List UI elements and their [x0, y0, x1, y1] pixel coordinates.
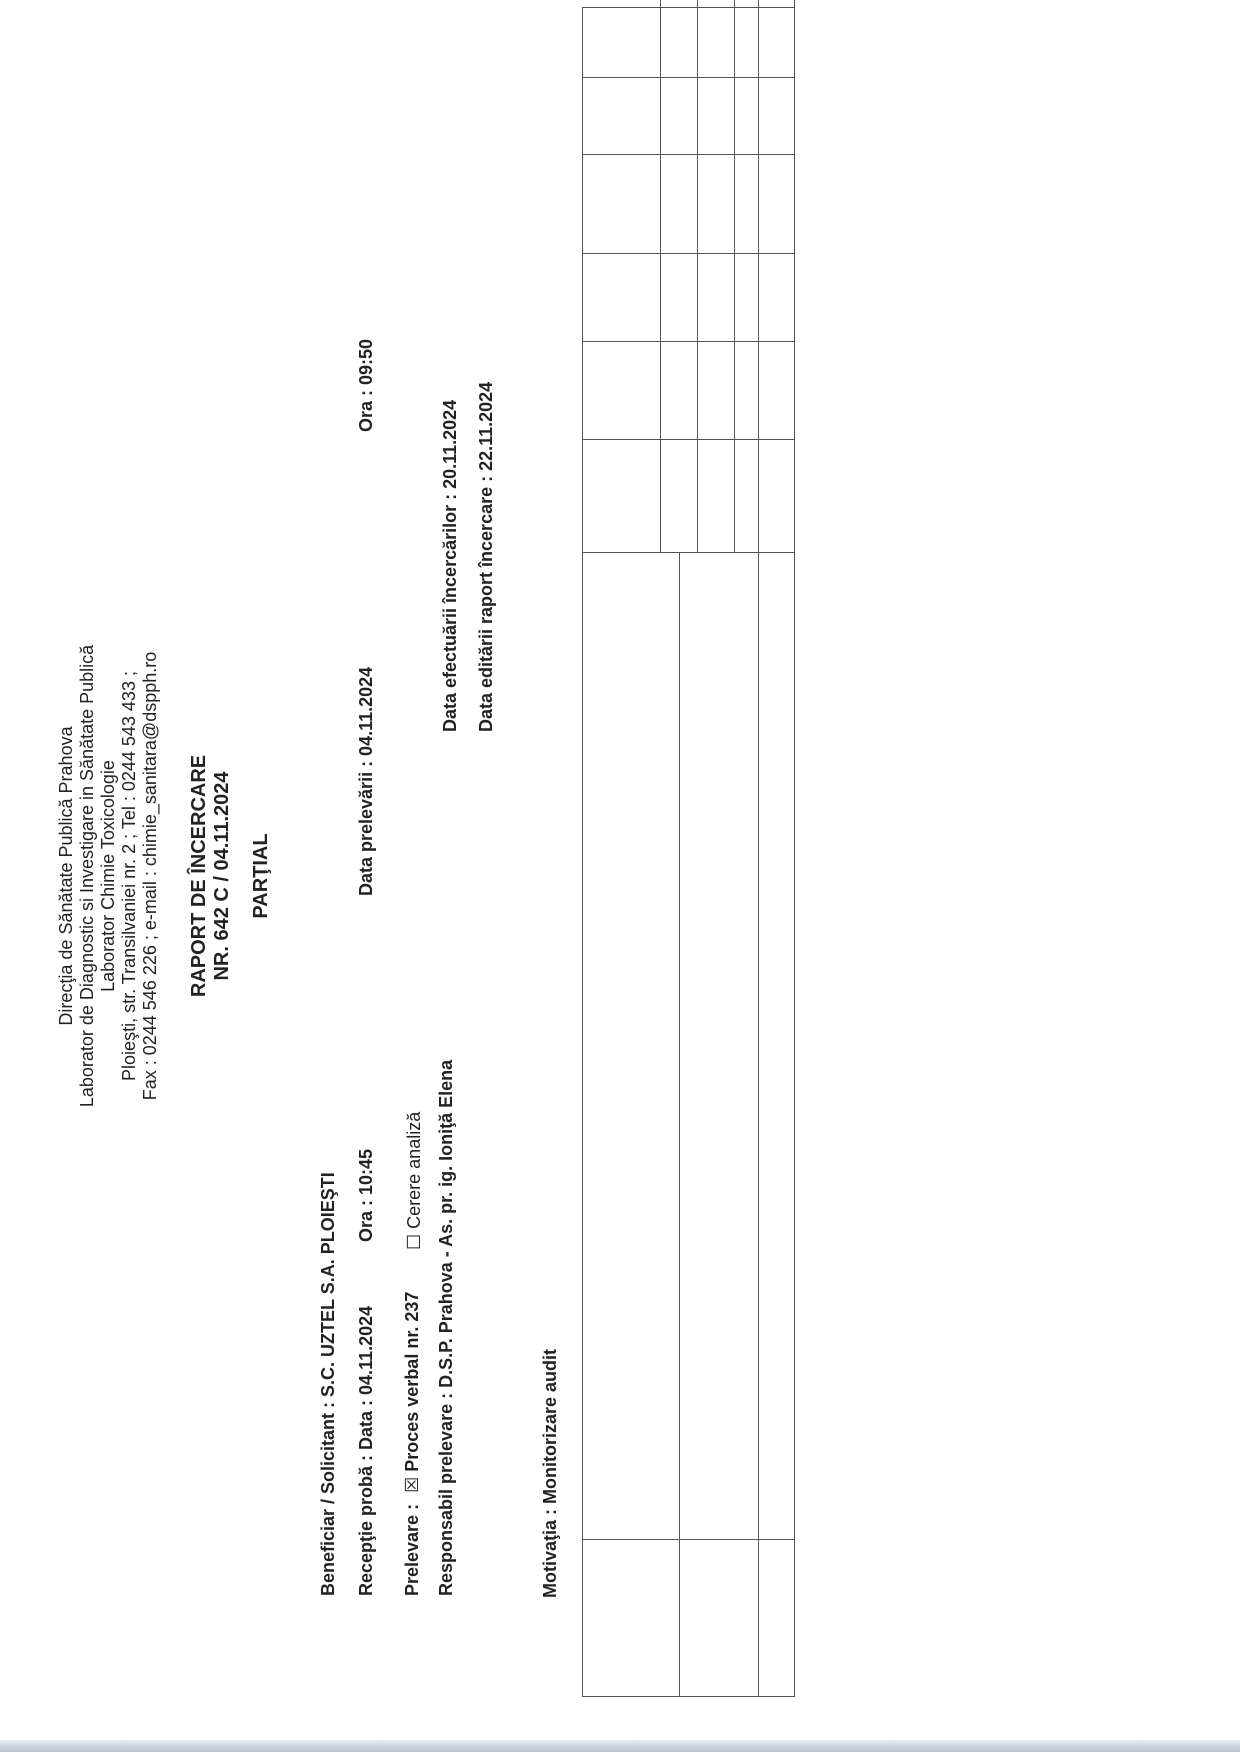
- motivatia: Motivaţia : Monitorizare audit: [540, 1348, 560, 1598]
- lab-contact: Fax : 0244 546 226 ; e-mail : chimie_sanitara@dspph.ro: [140, 651, 160, 1101]
- proces-verbal-checkbox[interactable]: ☒: [402, 1476, 422, 1493]
- prelevare-label: Prelevare :: [402, 1503, 422, 1596]
- lab-address: Ploieşti, str. Transilvaniei nr. 2 ; Tel : 0244 543 433 ;: [119, 671, 139, 1081]
- data-editarii: Data editării raport încercare : 22.11.2024: [476, 381, 496, 732]
- letterhead: [56, 0, 161, 1752]
- proces-verbal-label: Proces verbal nr. 237: [402, 1291, 422, 1472]
- ora-prelevarii: Ora : 09:50: [356, 338, 376, 432]
- lab-name: Laborator de Diagnostic si Investigare in Sănătate Publică: [77, 644, 97, 1108]
- prelevare-row: [402, 1292, 423, 1596]
- report-status: PARŢIAL: [250, 833, 272, 919]
- report-title: RAPORT DE ÎNCERCARE: [188, 754, 210, 998]
- cerere-row: [404, 1112, 425, 1250]
- data-efectuarii: Data efectuării încercărilor : 20.11.2024: [440, 399, 460, 732]
- report-heading: [188, 0, 234, 1752]
- report-number: NR. 642 C / 04.11.2024: [211, 771, 233, 981]
- lab-department: Laborator Chimie Toxicologie: [98, 760, 118, 992]
- data-prelevarii: Data prelevării : 04.11.2024: [356, 666, 376, 896]
- receptie-ora: Ora : 10:45: [356, 1148, 376, 1242]
- institution-name: Direcţia de Sănătate Publică Prahova: [56, 726, 76, 1026]
- responsabil-prelevare: Responsabil prelevare : D.S.P. Prahova - As. pr. ig. Ioniţă Elena: [436, 1059, 456, 1596]
- receptie-data: Recepţie probă : Data : 04.11.2024: [356, 1305, 376, 1596]
- scan-edge: [0, 1740, 1240, 1752]
- cerere-label: Cerere analiză: [404, 1111, 424, 1229]
- cerere-checkbox[interactable]: ☐: [404, 1233, 424, 1250]
- results-table: [582, 7, 795, 1697]
- beneficiar: Beneficiar / Solicitant : S.C. UZTEL S.A. PLOIEŞTI: [318, 1172, 338, 1596]
